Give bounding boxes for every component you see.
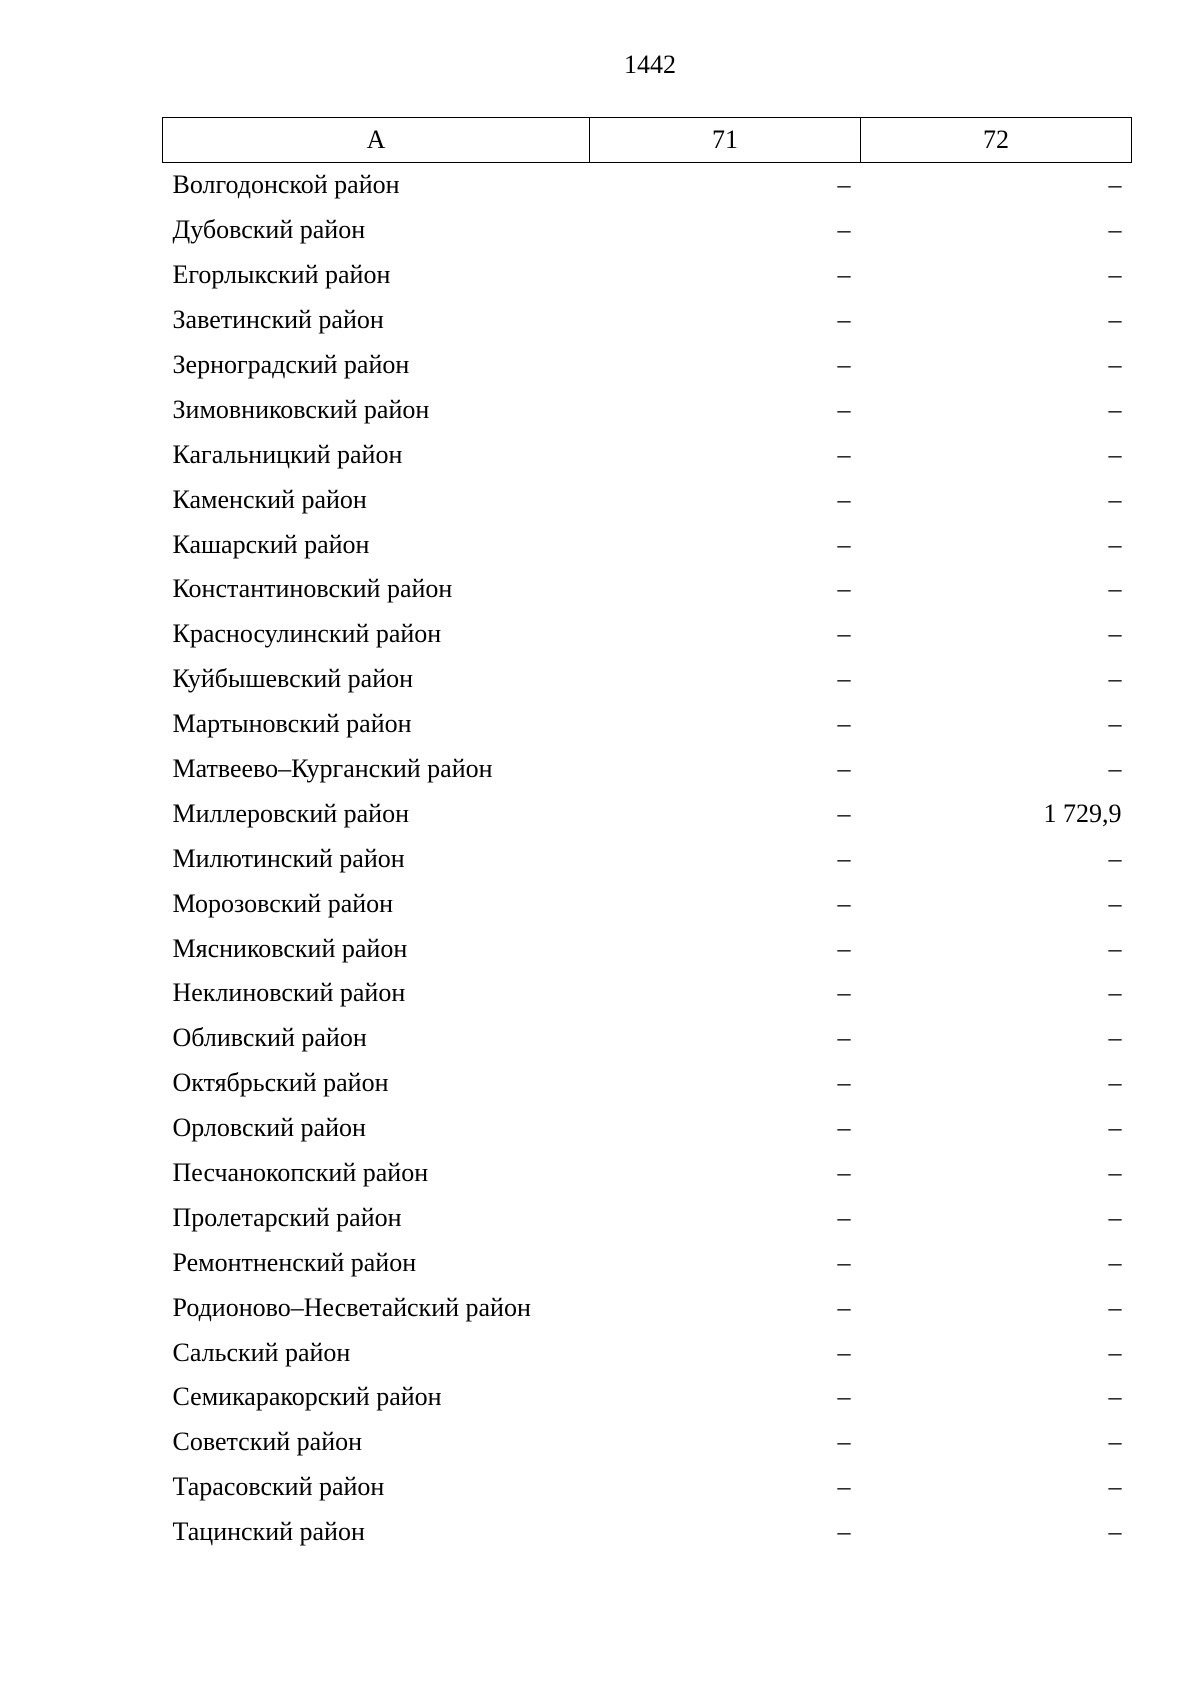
district-name-cell: Егорлыкский район: [172, 260, 391, 290]
value-cell-72: –: [1108, 170, 1122, 200]
page-number: 1442: [624, 50, 676, 79]
table-row: [163, 298, 1132, 343]
district-name-cell: Пролетарский район: [172, 1202, 402, 1232]
value-cell-71: –: [837, 619, 851, 649]
value-cell-72: –: [1108, 394, 1122, 424]
value-cell-72: –: [1108, 1427, 1122, 1457]
district-name-cell: Кагальницкий район: [172, 439, 403, 469]
table-row: [163, 343, 1132, 388]
district-name-cell: Дубовский район: [172, 215, 366, 245]
table-row: [163, 253, 1132, 298]
district-name-cell: Зерноградский район: [172, 350, 410, 379]
value-cell-72: –: [1108, 619, 1122, 649]
district-name-cell: Зимовниковский район: [172, 394, 430, 424]
value-cell-71: –: [837, 1472, 851, 1502]
value-cell-72: –: [1108, 1382, 1122, 1412]
table-row: [163, 1016, 1132, 1061]
value-cell-72: –: [1108, 843, 1122, 873]
value-cell-71: –: [837, 664, 851, 694]
value-cell-72: –: [1108, 978, 1122, 1008]
value-cell-72: –: [1108, 305, 1122, 335]
table-row: [163, 1465, 1132, 1510]
table-row: [163, 522, 1132, 567]
value-cell-71: –: [837, 394, 851, 424]
value-cell-72: –: [1108, 1247, 1122, 1277]
table-row: [163, 1106, 1132, 1151]
value-cell-71: –: [837, 1337, 851, 1367]
value-cell-72: –: [1108, 1158, 1122, 1188]
table-row: [163, 612, 1132, 657]
table-row: [163, 1195, 1132, 1240]
header-cell-72: 72: [861, 118, 1132, 163]
table-body: [163, 163, 1132, 1555]
district-name-cell: Заветинский район: [172, 305, 384, 335]
value-cell-71: –: [837, 754, 851, 784]
value-cell-71: –: [837, 1427, 851, 1457]
table-row: [163, 1420, 1132, 1465]
value-cell-71: –: [837, 933, 851, 963]
value-cell-71: –: [837, 1068, 851, 1098]
value-cell-71: –: [837, 170, 851, 200]
value-cell-71: –: [837, 529, 851, 559]
value-cell-72: –: [1108, 1337, 1122, 1367]
value-cell-72: –: [1108, 888, 1122, 918]
table-row: [163, 432, 1132, 477]
district-name-cell: Кашарский район: [172, 529, 370, 559]
district-name-cell: Мясниковский район: [172, 933, 408, 963]
district-name-cell: Обливский район: [172, 1023, 367, 1053]
value-cell-72: –: [1108, 1113, 1122, 1143]
table-row: [163, 1510, 1132, 1555]
table-header: [163, 118, 1132, 163]
district-name-cell: Ремонтненский район: [172, 1247, 417, 1277]
table-row: [163, 836, 1132, 881]
district-name-cell: Мартыновский район: [172, 709, 412, 739]
value-cell-72: –: [1108, 1517, 1122, 1547]
value-cell-71: –: [837, 484, 851, 514]
table-row: [163, 1285, 1132, 1330]
value-cell-71: –: [837, 1113, 851, 1143]
district-name-cell: Сальский район: [172, 1337, 351, 1367]
district-name-cell: Октябрьский район: [172, 1068, 389, 1098]
value-cell-72: –: [1108, 933, 1122, 963]
value-cell-71: –: [837, 709, 851, 739]
district-name-cell: Константиновский район: [172, 574, 453, 604]
value-cell-71: –: [837, 260, 851, 290]
district-name-cell: Волгодонской район: [172, 170, 400, 200]
table-row: [163, 567, 1132, 612]
value-cell-72: –: [1108, 1023, 1122, 1053]
value-cell-71: –: [837, 798, 851, 828]
header-cell-71: 71: [590, 118, 861, 163]
district-name-cell: Красносулинский район: [172, 619, 442, 649]
table-row: [163, 477, 1132, 522]
district-name-cell: Советский район: [172, 1427, 363, 1457]
value-cell-71: –: [837, 1517, 851, 1547]
value-cell-72: –: [1108, 260, 1122, 290]
table-row: [163, 791, 1132, 836]
value-cell-72: –: [1108, 1202, 1122, 1232]
district-name-cell: Песчанокопский район: [172, 1158, 429, 1188]
value-cell-71: –: [837, 843, 851, 873]
value-cell-71: –: [837, 1382, 851, 1412]
value-cell-71: –: [837, 1202, 851, 1232]
district-name-cell: Морозовский район: [172, 888, 394, 918]
table-row: [163, 926, 1132, 971]
value-cell-72: –: [1108, 1472, 1122, 1502]
value-cell-71: –: [837, 888, 851, 918]
header-row: [163, 118, 1132, 163]
district-name-cell: Миллеровский район: [172, 798, 410, 828]
table-row: [163, 747, 1132, 792]
district-name-cell: Милютинский район: [172, 843, 405, 873]
district-name-cell: Тацинский район: [172, 1517, 365, 1547]
table-row: [163, 387, 1132, 432]
value-cell-71: –: [837, 1247, 851, 1277]
value-cell-71: –: [837, 1292, 851, 1322]
value-cell-72: –: [1108, 1068, 1122, 1098]
data-table: [162, 117, 1132, 1555]
value-cell-72: –: [1108, 664, 1122, 694]
header-cell-name: А: [163, 118, 590, 163]
table-row: [163, 1061, 1132, 1106]
value-cell-72: –: [1108, 574, 1122, 604]
value-cell-72: –: [1108, 484, 1122, 514]
table-row: [163, 208, 1132, 253]
table-row: [163, 163, 1132, 208]
value-cell-71: –: [837, 1158, 851, 1188]
value-cell-72: –: [1108, 439, 1122, 469]
value-cell-71: –: [837, 1023, 851, 1053]
value-cell-72: –: [1108, 350, 1122, 379]
district-name-cell: Орловский район: [172, 1113, 366, 1143]
value-cell-72: –: [1108, 1292, 1122, 1322]
district-name-cell: Семикаракорский район: [172, 1382, 442, 1412]
table-row: [163, 702, 1132, 747]
district-name-cell: Неклиновский район: [172, 978, 406, 1008]
district-name-cell: Родионово–Несветайский район: [172, 1292, 531, 1322]
table-row: [163, 881, 1132, 926]
district-name-cell: Матвеево–Курганский район: [172, 754, 493, 784]
district-name-cell: Каменский район: [172, 484, 367, 514]
district-name-cell: Тарасовский район: [172, 1472, 385, 1502]
value-cell-71: –: [837, 574, 851, 604]
table-row: [163, 1151, 1132, 1196]
value-cell-71: –: [837, 215, 851, 245]
value-cell-72: –: [1108, 709, 1122, 739]
district-name-cell: Куйбышевский район: [172, 664, 414, 694]
value-cell-71: –: [837, 978, 851, 1008]
table-row: [163, 657, 1132, 702]
value-cell-72: –: [1108, 215, 1122, 245]
table-row: [163, 1240, 1132, 1285]
value-cell-72: –: [1108, 529, 1122, 559]
value-cell-72: 1 729,9: [1043, 798, 1122, 828]
value-cell-71: –: [837, 305, 851, 335]
value-cell-71: –: [837, 439, 851, 469]
value-cell-72: –: [1108, 754, 1122, 784]
value-cell-71: –: [837, 350, 851, 379]
table-row: [163, 1330, 1132, 1375]
table-row: [163, 1375, 1132, 1420]
table-row: [163, 971, 1132, 1016]
